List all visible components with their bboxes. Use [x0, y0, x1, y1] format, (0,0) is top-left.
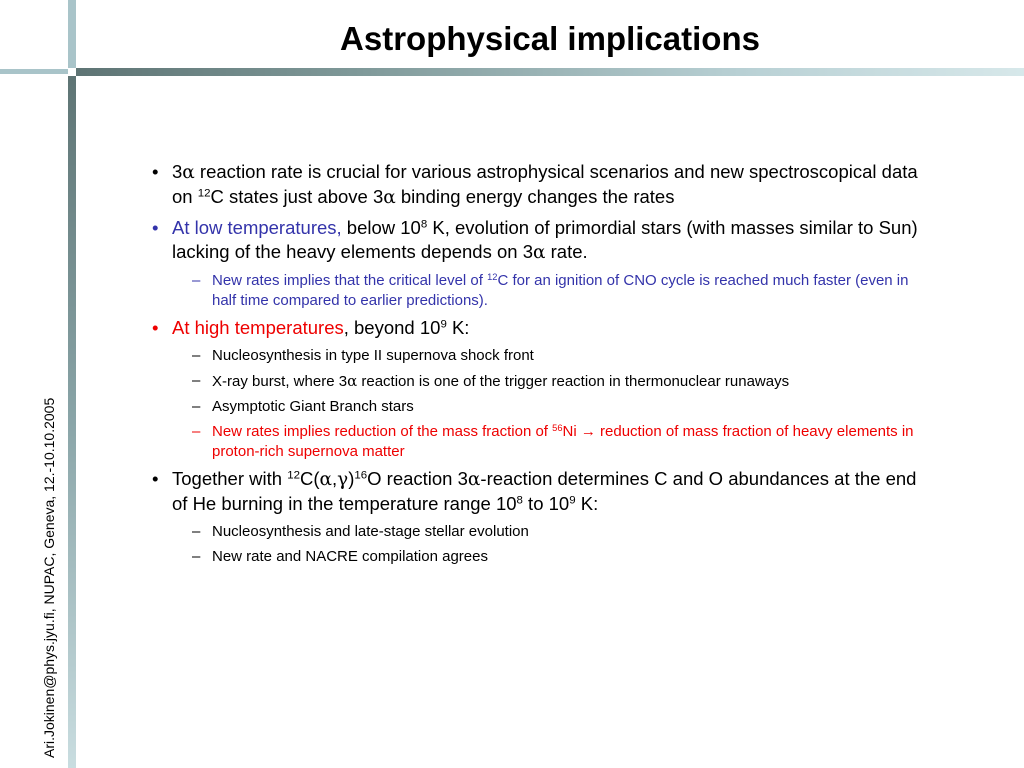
- bullet-3-sub-1: – Nucleosynthesis in type II supernova shock front: [192, 347, 534, 364]
- dash-marker: –: [192, 398, 201, 415]
- bullet-4-sub-1: – Nucleosynthesis and late-stage stellar evolution: [192, 523, 529, 540]
- high-temperatures-label: At high temperatures: [172, 317, 344, 338]
- frame-corner-square: [68, 68, 76, 76]
- frame-top-bar: [76, 68, 1024, 76]
- dash-marker: –: [192, 272, 201, 289]
- dash-marker: –: [192, 347, 201, 364]
- frame-left-bar: [68, 76, 76, 768]
- alpha-symbol: α: [383, 187, 396, 208]
- bullet-marker: •: [152, 317, 159, 338]
- frame-left-bar-top: [68, 0, 76, 68]
- dash-marker: –: [192, 548, 201, 565]
- bullet-marker: •: [152, 161, 159, 182]
- bullet-3: • At high temperatures, beyond $10^9$ K:: [152, 317, 470, 338]
- alpha-symbol: α: [319, 469, 332, 490]
- bullet-3-sub-4: – New rates implies reduction of the mass fraction of $^{56}$Ni → reduction of mass fraction of heavy elements in proton-rich supernova matter: [192, 422, 914, 460]
- bullet-1: • 3α reaction rate is crucial for various astrophysical scenarios and new spectroscopical data on $^{12}$C states just above 3α binding energy changes the rates: [152, 161, 918, 208]
- bullet-marker: •: [152, 468, 159, 489]
- dash-marker: –: [192, 423, 201, 440]
- alpha-symbol: α: [533, 242, 546, 263]
- bullet-4: • Together with $^{12}C(\alpha,\gamma)^{16}O$ reaction 3α-reaction determines C and O abundances at the end of He burning in the temperature range $10^8$ to $10^9$ K:: [152, 468, 917, 514]
- slide-content: [152, 160, 922, 572]
- alpha-symbol: α: [467, 469, 481, 490]
- bullet-4-sub-2: – New rate and NACRE compilation agrees: [192, 548, 488, 565]
- bullet-3-sub-2: – X-ray burst, where 3α reaction is one of the trigger reaction in thermonuclear runaways: [192, 372, 790, 390]
- dash-marker: –: [192, 523, 201, 540]
- slide-title: Astrophysical implications: [340, 20, 760, 57]
- bullet-3-sub-3: – Asymptotic Giant Branch stars: [192, 398, 414, 415]
- gamma-symbol: γ: [337, 469, 349, 490]
- dash-marker: –: [192, 372, 201, 389]
- bullet-2: • At low temperatures, below $10^8$ K, evolution of primordial stars (with masses similar to Sun) lacking of the heavy elements depends on 3α rate.: [152, 217, 918, 263]
- frame-top-left-strip: [0, 69, 68, 74]
- alpha-symbol: α: [347, 372, 358, 390]
- bullet-2-sub-1: – New rates implies that the critical level of $^{12}$C for an ignition of CNO cycle is reached much faster (even in half time compared to earlier predictions).: [192, 271, 909, 309]
- low-temperatures-label: At low temperatures,: [172, 217, 342, 238]
- arrow-right-icon: →: [580, 423, 596, 440]
- alpha-symbol: α: [182, 162, 195, 183]
- bullet-marker: •: [152, 217, 159, 238]
- side-footer-text: Ari.Jokinen@phys.jyu.fi, NUPAC, Geneva, 12.-10.10.2005: [41, 397, 57, 758]
